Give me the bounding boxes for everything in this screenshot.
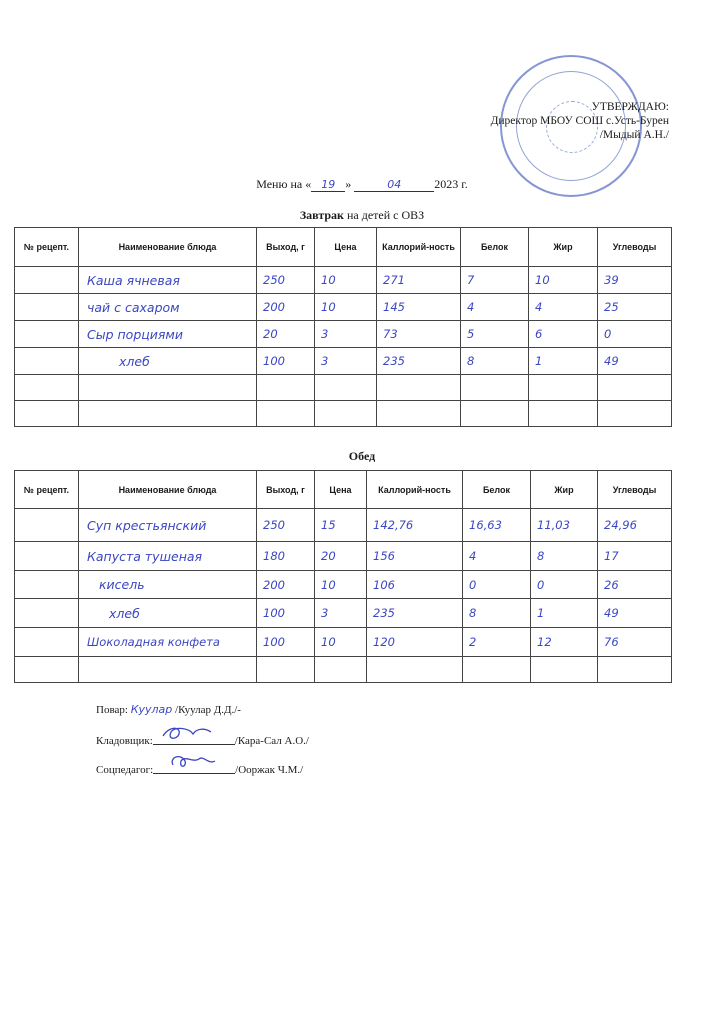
table-row [15, 321, 672, 348]
dish-name: кисель [79, 571, 257, 599]
table-row [15, 628, 672, 657]
storekeeper-name: /Кара-Сал А.О./ [234, 735, 309, 747]
table-row [15, 509, 672, 542]
dish-fat: 1 [531, 599, 598, 628]
breakfast-header-row [15, 228, 672, 267]
dish-protein: 4 [461, 294, 529, 321]
dish-kcal: 73 [377, 321, 461, 348]
dish-name: хлеб [79, 348, 257, 375]
dish-out: 200 [257, 294, 315, 321]
dish-carbs: 17 [598, 542, 672, 571]
table-row [15, 267, 672, 294]
dish-protein: 2 [463, 628, 531, 657]
dish-fat: 4 [529, 294, 598, 321]
dish-name: Каша ячневая [79, 267, 257, 294]
col-header-price: Цена [315, 228, 377, 267]
dish-price: 15 [315, 509, 367, 542]
dish-carbs: 0 [598, 321, 672, 348]
dish-price: 10 [315, 267, 377, 294]
cook-name: /Куулар Д.Д./- [175, 704, 241, 716]
dish-kcal: 156 [367, 542, 463, 571]
social-pedagogue-signature [153, 763, 235, 774]
cook-label: Повар: [96, 704, 128, 716]
dish-out: 180 [257, 542, 315, 571]
lunch-table [14, 470, 672, 683]
dish-price: 20 [315, 542, 367, 571]
dish-out: 100 [257, 628, 315, 657]
dish-kcal: 145 [377, 294, 461, 321]
approval-director-name: /Мыдый А.Н./ [599, 129, 669, 141]
col-header-num: № рецепт. [15, 471, 79, 509]
table-row [15, 542, 672, 571]
col-header-protein: Белок [461, 228, 529, 267]
dish-out: 100 [257, 599, 315, 628]
table-row [15, 294, 672, 321]
dish-out: 250 [257, 267, 315, 294]
menu-month: 04 [354, 178, 434, 192]
col-header-protein: Белок [463, 471, 531, 509]
approval-block [491, 100, 669, 142]
approval-director: Директор МБОУ СОШ с.Усть-Бурен [490, 115, 669, 127]
menu-date-prefix: Меню на « [256, 177, 312, 191]
dish-protein: 7 [461, 267, 529, 294]
dish-protein: 8 [461, 348, 529, 375]
table-row-empty [15, 401, 672, 427]
dish-protein: 8 [463, 599, 531, 628]
menu-date-line [0, 177, 724, 192]
dish-out: 100 [257, 348, 315, 375]
dish-protein: 0 [463, 571, 531, 599]
col-header-name: Наименование блюда [79, 228, 257, 267]
menu-day: 19 [311, 178, 345, 192]
dish-name: Суп крестьянский [79, 509, 257, 542]
dish-name: Капуста тушеная [79, 542, 257, 571]
dish-fat: 12 [531, 628, 598, 657]
table-row-empty [15, 657, 672, 683]
table-row-empty [15, 375, 672, 401]
dish-kcal: 106 [367, 571, 463, 599]
breakfast-heading [0, 208, 724, 223]
breakfast-table [14, 227, 672, 427]
dish-name: чай с сахаром [79, 294, 257, 321]
col-header-fat: Жир [531, 471, 598, 509]
dish-protein: 16,63 [463, 509, 531, 542]
col-header-kcal: Каллорий-ность [377, 228, 461, 267]
storekeeper-signature-scribble [159, 724, 229, 742]
dish-price: 10 [315, 571, 367, 599]
lunch-heading [0, 449, 724, 464]
dish-carbs: 24,96 [598, 509, 672, 542]
social-pedagogue-signature-scribble [167, 753, 237, 771]
social-pedagogue-name: /Ооржак Ч.М./ [235, 764, 304, 776]
dish-kcal: 271 [377, 267, 461, 294]
dish-price: 3 [315, 599, 367, 628]
dish-carbs: 76 [598, 628, 672, 657]
dish-kcal: 120 [367, 628, 463, 657]
dish-carbs: 26 [598, 571, 672, 599]
dish-fat: 8 [531, 542, 598, 571]
dish-carbs: 49 [598, 599, 672, 628]
dish-name: Сыр порциями [79, 321, 257, 348]
col-header-price: Цена [315, 471, 367, 509]
dish-carbs: 49 [598, 348, 672, 375]
dish-carbs: 25 [598, 294, 672, 321]
dish-fat: 11,03 [531, 509, 598, 542]
breakfast-subtitle: на детей с ОВЗ [346, 208, 425, 222]
dish-protein: 4 [463, 542, 531, 571]
dish-kcal: 235 [377, 348, 461, 375]
dish-protein: 5 [461, 321, 529, 348]
social-pedagogue-signature-line [96, 762, 303, 776]
lunch-title: Обед [348, 449, 376, 463]
dish-fat: 0 [531, 571, 598, 599]
table-row [15, 599, 672, 628]
dish-fat: 6 [529, 321, 598, 348]
table-row [15, 348, 672, 375]
col-header-kcal: Каллорий-ность [367, 471, 463, 509]
approval-title: УТВЕРЖДАЮ: [591, 101, 669, 113]
col-header-carbs: Углеводы [598, 228, 672, 267]
dish-carbs: 39 [598, 267, 672, 294]
dish-fat: 10 [529, 267, 598, 294]
dish-fat: 1 [529, 348, 598, 375]
social-pedagogue-label: Соцпедагог: [96, 764, 154, 776]
dish-price: 10 [315, 294, 377, 321]
lunch-header-row [15, 471, 672, 509]
cook-signature-line [96, 703, 241, 716]
dish-name: Шоколадная конфета [79, 628, 257, 657]
dish-kcal: 235 [367, 599, 463, 628]
dish-out: 200 [257, 571, 315, 599]
storekeeper-signature [153, 734, 235, 745]
storekeeper-label: Кладовщик: [96, 735, 153, 747]
table-row [15, 571, 672, 599]
dish-kcal: 142,76 [367, 509, 463, 542]
dish-price: 10 [315, 628, 367, 657]
dish-price: 3 [315, 348, 377, 375]
dish-out: 250 [257, 509, 315, 542]
menu-year: 2023 г. [434, 177, 468, 191]
col-header-name: Наименование блюда [79, 471, 257, 509]
breakfast-title: Завтрак [299, 208, 344, 222]
col-header-fat: Жир [529, 228, 598, 267]
dish-price: 3 [315, 321, 377, 348]
storekeeper-signature-line [96, 733, 309, 747]
col-header-num: № рецепт. [15, 228, 79, 267]
dish-name: хлеб [79, 599, 257, 628]
col-header-out: Выход, г [257, 228, 315, 267]
menu-date-sep: » [345, 177, 352, 191]
cook-handwritten-signature: Куулар [130, 703, 173, 716]
col-header-out: Выход, г [257, 471, 315, 509]
dish-out: 20 [257, 321, 315, 348]
col-header-carbs: Углеводы [598, 471, 672, 509]
